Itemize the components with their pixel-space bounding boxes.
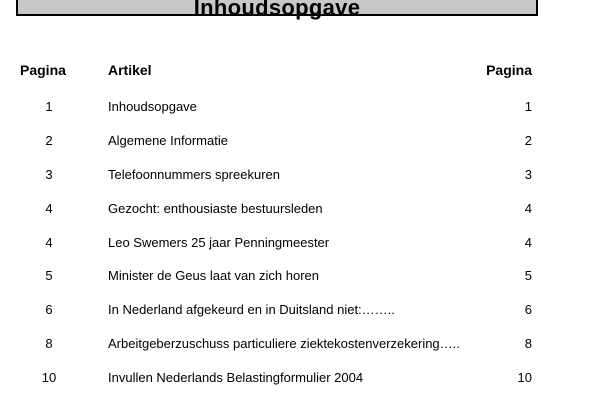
row-article: Leo Swemers 25 jaar Penningmeester: [108, 235, 330, 250]
header-page-right: Pagina: [486, 62, 532, 78]
row-article: Gezocht: enthousiaste bestuursleden: [108, 201, 323, 216]
row-article: Minister de Geus laat van zich horen: [108, 268, 319, 283]
table-row: [0, 235, 600, 255]
row-page-left: 4: [45, 235, 53, 250]
row-page-left: 1: [45, 99, 53, 114]
header-article: Artikel: [108, 62, 152, 78]
row-article: Inhoudsopgave: [108, 99, 197, 114]
table-row: [0, 268, 600, 288]
row-article: Telefoonnummers spreekuren: [108, 167, 280, 182]
table-row: [0, 99, 600, 119]
row-page-right: 10: [517, 370, 532, 385]
table-header-row: [0, 62, 600, 82]
header-page-left: Pagina: [20, 62, 66, 78]
row-page-left: 4: [45, 201, 53, 216]
row-article: In Nederland afgekeurd en in Duitsland niet:……..: [108, 302, 395, 317]
row-page-right: 4: [524, 235, 532, 250]
row-page-right: 5: [524, 268, 532, 283]
row-article: Arbeitgeberzuschuss particuliere ziektekostenverzekering…..: [108, 336, 460, 351]
row-page-right: 3: [524, 167, 532, 182]
row-page-right: 4: [524, 201, 532, 216]
title-box: [16, 0, 538, 20]
table-row: [0, 370, 600, 390]
table-row: [0, 167, 600, 187]
row-article: Invullen Nederlands Belastingformulier 2004: [108, 370, 364, 385]
page-title: Inhoudsopgave: [193, 0, 361, 20]
table-row: [0, 302, 600, 322]
table-row: [0, 133, 600, 153]
row-article: Algemene Informatie: [108, 133, 228, 148]
row-page-left: 8: [45, 336, 53, 351]
row-page-right: 2: [524, 133, 532, 148]
table-row: [0, 201, 600, 221]
row-page-right: 1: [524, 99, 532, 114]
row-page-right: 8: [524, 336, 532, 351]
row-page-left: 10: [41, 370, 57, 385]
row-page-left: 5: [45, 268, 53, 283]
row-page-left: 6: [45, 302, 53, 317]
row-page-right: 6: [524, 302, 532, 317]
row-page-left: 3: [45, 167, 53, 182]
row-page-left: 2: [45, 133, 53, 148]
table-row: [0, 336, 600, 356]
